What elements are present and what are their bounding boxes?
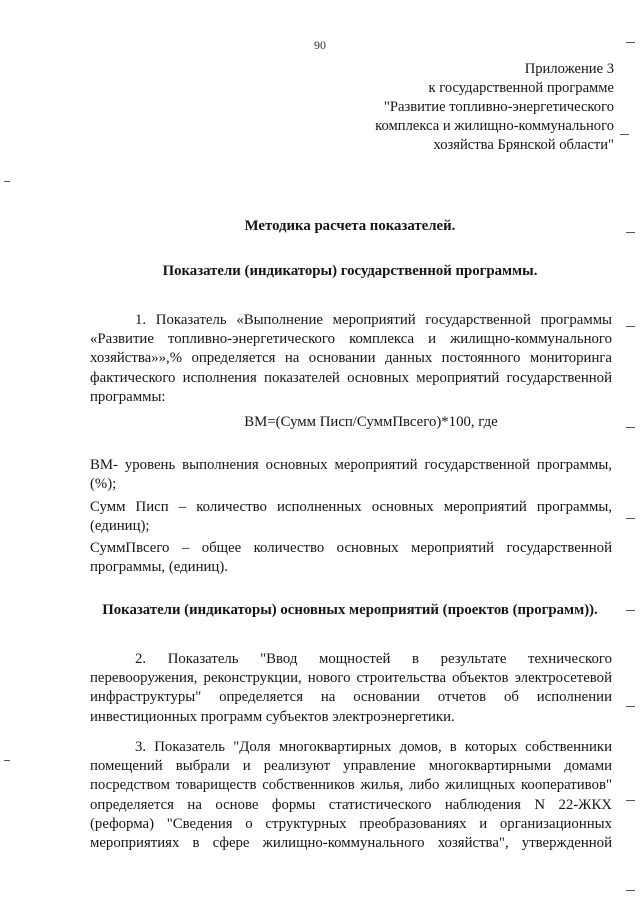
scan-margin-mark bbox=[626, 706, 635, 707]
scan-margin-mark bbox=[626, 890, 635, 891]
section-heading-state-program: Показатели (индикаторы) государственной программы. bbox=[162, 263, 538, 279]
paragraph-line: инвестиционных программ субъектов электроэнергетики. bbox=[90, 708, 455, 725]
paragraph-indicator-3 bbox=[90, 738, 612, 853]
appendix-line: хозяйства Брянской области" bbox=[433, 137, 614, 153]
paragraph-line: (%); bbox=[90, 476, 117, 493]
paragraph-indicator-1 bbox=[90, 311, 612, 407]
paragraph-line: определяется на основе формы статистического наблюдения N 22-ЖКХ bbox=[90, 796, 612, 813]
formula: ВМ=(Сумм Писп/СуммПвсего)*100, где bbox=[244, 414, 498, 430]
scan-margin-mark bbox=[626, 232, 635, 233]
definition-summ-pisp bbox=[90, 498, 612, 536]
scan-margin-mark bbox=[626, 610, 635, 611]
section-heading-main-activities: Показатели (индикаторы) основных мероприятий (проектов (программ)). bbox=[102, 602, 598, 618]
paragraph-line: программы, (единиц). bbox=[90, 559, 228, 576]
page-number: 90 bbox=[314, 38, 326, 52]
document-title: Методика расчета показателей. bbox=[244, 218, 456, 234]
scan-margin-mark bbox=[626, 518, 635, 519]
scan-margin-mark bbox=[4, 760, 10, 761]
paragraph-line: ВМ- уровень выполнения основных мероприятий государственной программы, bbox=[90, 457, 612, 473]
appendix-line: "Развитие топливно-энергетического bbox=[383, 99, 614, 115]
paragraph-line: хозяйства»»,% определяется на основании данных постоянного мониторинга bbox=[90, 350, 612, 367]
paragraph-line: 2. Показатель "Ввод мощностей в результате технического bbox=[135, 651, 612, 667]
paragraph-line: фактического исполнения показателей основных мероприятий государственной bbox=[90, 369, 612, 386]
paragraph-line: инфраструктуры" определяется на основании отчетов об исполнении bbox=[90, 689, 612, 706]
paragraph-line: 1. Показатель «Выполнение мероприятий государственной программы bbox=[135, 312, 612, 328]
paragraph-line: 3. Показатель "Доля многоквартирных домов, в которых собственники bbox=[135, 739, 612, 755]
paragraph-line: Сумм Писп – количество исполненных основных мероприятий программы, bbox=[90, 499, 612, 515]
scan-margin-mark bbox=[626, 800, 635, 801]
scan-margin-mark bbox=[626, 326, 635, 327]
scan-margin-mark bbox=[620, 134, 629, 135]
paragraph-line: СуммПвсего – общее количество основных мероприятий государственной bbox=[90, 540, 612, 556]
appendix-header bbox=[284, 60, 614, 155]
appendix-line: Приложение 3 bbox=[524, 61, 614, 77]
definition-vm bbox=[90, 456, 612, 494]
paragraph-line: программы: bbox=[90, 388, 166, 405]
paragraph-line: «Развитие топливно-энергетического комплекса и жилищно-коммунального bbox=[90, 331, 612, 348]
appendix-line: комплекса и жилищно-коммунального bbox=[375, 118, 614, 134]
paragraph-line: мероприятиях в сфере жилищно-коммунального хозяйства", утвержденной bbox=[90, 834, 612, 851]
paragraph-indicator-2 bbox=[90, 650, 612, 727]
definition-summ-pvsego bbox=[90, 539, 612, 577]
paragraph-line: помещений выбрали и реализуют управление многоквартирными домами bbox=[90, 758, 612, 775]
paragraph-line: посредством товариществ собственников жилья, либо жилищных кооперативов" bbox=[90, 777, 612, 794]
paragraph-line: (реформа) "Сведения о структурных преобразованиях и организационных bbox=[90, 815, 612, 832]
scan-margin-mark bbox=[626, 427, 635, 428]
paragraph-line: (единиц); bbox=[90, 518, 150, 535]
appendix-line: к государственной программе bbox=[428, 80, 614, 96]
paragraph-line: перевооружения, реконструкции, нового строительства объектов электросетевой bbox=[90, 670, 612, 687]
scan-margin-mark bbox=[626, 42, 635, 43]
scan-margin-mark bbox=[4, 181, 10, 182]
